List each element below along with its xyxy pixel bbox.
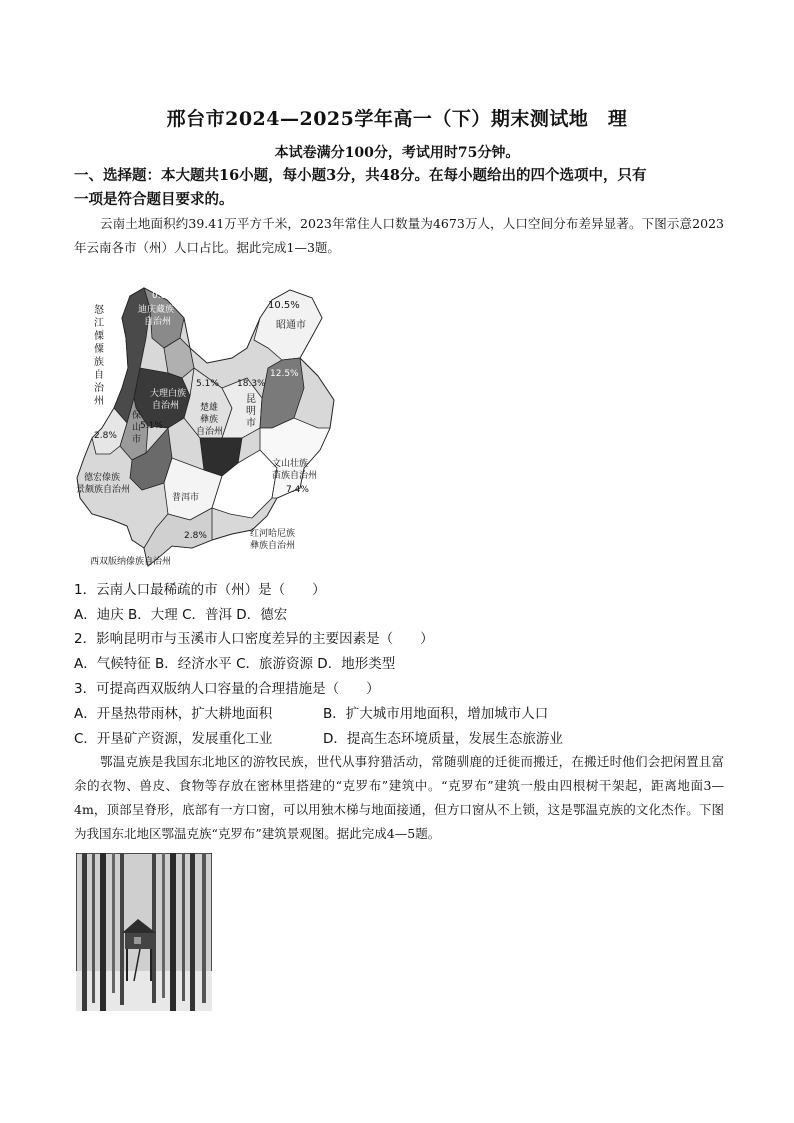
label-dehong-pct: 2.8% [94, 431, 117, 441]
kelobu-building-photo [76, 853, 212, 1011]
label-chuxiong-1: 楚雄 [200, 403, 219, 413]
exam-note: 本试卷满分100分，考试用时75分钟。 [274, 145, 520, 161]
label-nujiang-4: 僳 [94, 344, 104, 355]
label-dehong-2: 景颇族自治州 [76, 485, 131, 495]
page-title: 邢台市2024—2025学年高一（下）期末测试地 理 [166, 108, 628, 130]
label-nujiang-2: 江 [94, 318, 104, 329]
yunnan-population-map [72, 278, 337, 568]
label-diqing-1: 迪庆藏族 [138, 305, 175, 315]
question-1-stem: 1．云南人口最稀疏的市（州）是（ ） [74, 582, 326, 598]
label-dali-1: 大理白族 [150, 389, 187, 399]
label-wenshan-2: 苗族自治州 [272, 471, 318, 481]
label-kunming-pct: 18.3% [237, 379, 266, 389]
label-wenshan-pct: 7.4% [286, 485, 309, 495]
label-baoshan-1: 保 [132, 411, 142, 421]
question-2-options: A．气候特征 B．经济水平 C．旅游资源 D．地形类型 [74, 656, 396, 672]
label-chuxiong-3: 自治州 [196, 427, 224, 437]
label-puer: 普洱市 [172, 493, 200, 503]
question-1-options: A．迪庆 B．大理 C．普洱 D．德宏 [74, 607, 288, 623]
label-kunming-3: 市 [246, 418, 256, 429]
question-3-option-d: D．提高生态环境质量，发展生态旅游业 [323, 731, 563, 747]
label-nujiang-5: 族 [94, 357, 104, 368]
label-dehong-1: 德宏傣族 [84, 473, 121, 483]
label-honghe-1: 红河哈尼族 [250, 529, 296, 539]
label-xishuangbanna-pct: 2.8% [184, 531, 207, 541]
label-nujiang-7: 治 [94, 383, 104, 394]
label-honghe-2: 彝族自治州 [250, 541, 296, 551]
section-heading [74, 164, 724, 212]
label-chuxiong-pct: 5.1% [196, 379, 219, 389]
label-baoshan-3: 市 [132, 435, 142, 445]
label-nujiang-8: 州 [94, 396, 104, 407]
section-heading-line2: 一项是符合题目要求的。 [74, 191, 234, 208]
label-zhaotong-pct: 10.5% [268, 300, 300, 311]
passage-yunnan: 云南土地面积约39.41万平方千米，2023年常住人口数量为4673万人，人口空间分布差异显著。下图示意2023年云南各市（州）人口占比。据此完成1—3题。 [74, 216, 724, 255]
label-qujing-pct: 12.5% [270, 369, 299, 379]
label-xishuangbanna: 西双版纳傣族自治州 [90, 557, 172, 567]
label-nujiang-6: 自 [94, 370, 104, 381]
question-2-stem: 2．影响昆明市与玉溪市人口密度差异的主要因素是（ ） [74, 631, 434, 647]
label-wenshan-1: 文山壮族 [272, 459, 309, 469]
passage-ewenki: 鄂温克族是我国东北地区的游牧民族，世代从事狩猎活动，常随驯鹿的迁徙而搬迁，在搬迁时他们会把闲置且富余的衣物、兽皮、食物等存放在密林里搭建的“克罗布”建筑中。“克罗布”建筑一般由四根树干架起，距离地面3—4m，顶部呈脊形，底部有一方口窗，可以用独木梯与地面接通，但方口窗从不上锁，这是鄂温克族的文化杰作。下图为我国东北地区鄂温克族“克罗布”建筑景观图。据此完成4—5题。 [74, 754, 724, 841]
question-3-option-a: A．开垦热带雨林，扩大耕地面积 [74, 706, 273, 722]
question-3-option-c: C．开垦矿产资源，发展重化工业 [74, 731, 273, 747]
question-3-stem: 3．可提高西双版纳人口容量的合理措施是（ ） [74, 681, 380, 697]
label-diqing-pct: 0.8% [152, 291, 175, 301]
question-3-option-b: B．扩大城市用地面积，增加城市人口 [323, 706, 549, 722]
label-dali-2: 自治州 [152, 401, 180, 411]
label-kunming-2: 明 [246, 406, 256, 417]
label-kunming-1: 昆 [246, 394, 256, 405]
label-zhaotong: 昭通市 [276, 320, 306, 331]
label-baoshan-2: 山 [132, 423, 142, 433]
label-chuxiong-2: 彝族 [200, 415, 219, 425]
label-nujiang-3: 傈 [94, 331, 104, 342]
section-heading-line1: 一、选择题：本大题共16小题，每小题3分，共48分。在每小题给出的四个选项中，只有 [74, 167, 647, 184]
label-diqing-2: 自治州 [144, 317, 172, 327]
label-nujiang-1: 怒 [94, 305, 104, 316]
label-baoshan-pct: 5.1% [140, 421, 163, 431]
